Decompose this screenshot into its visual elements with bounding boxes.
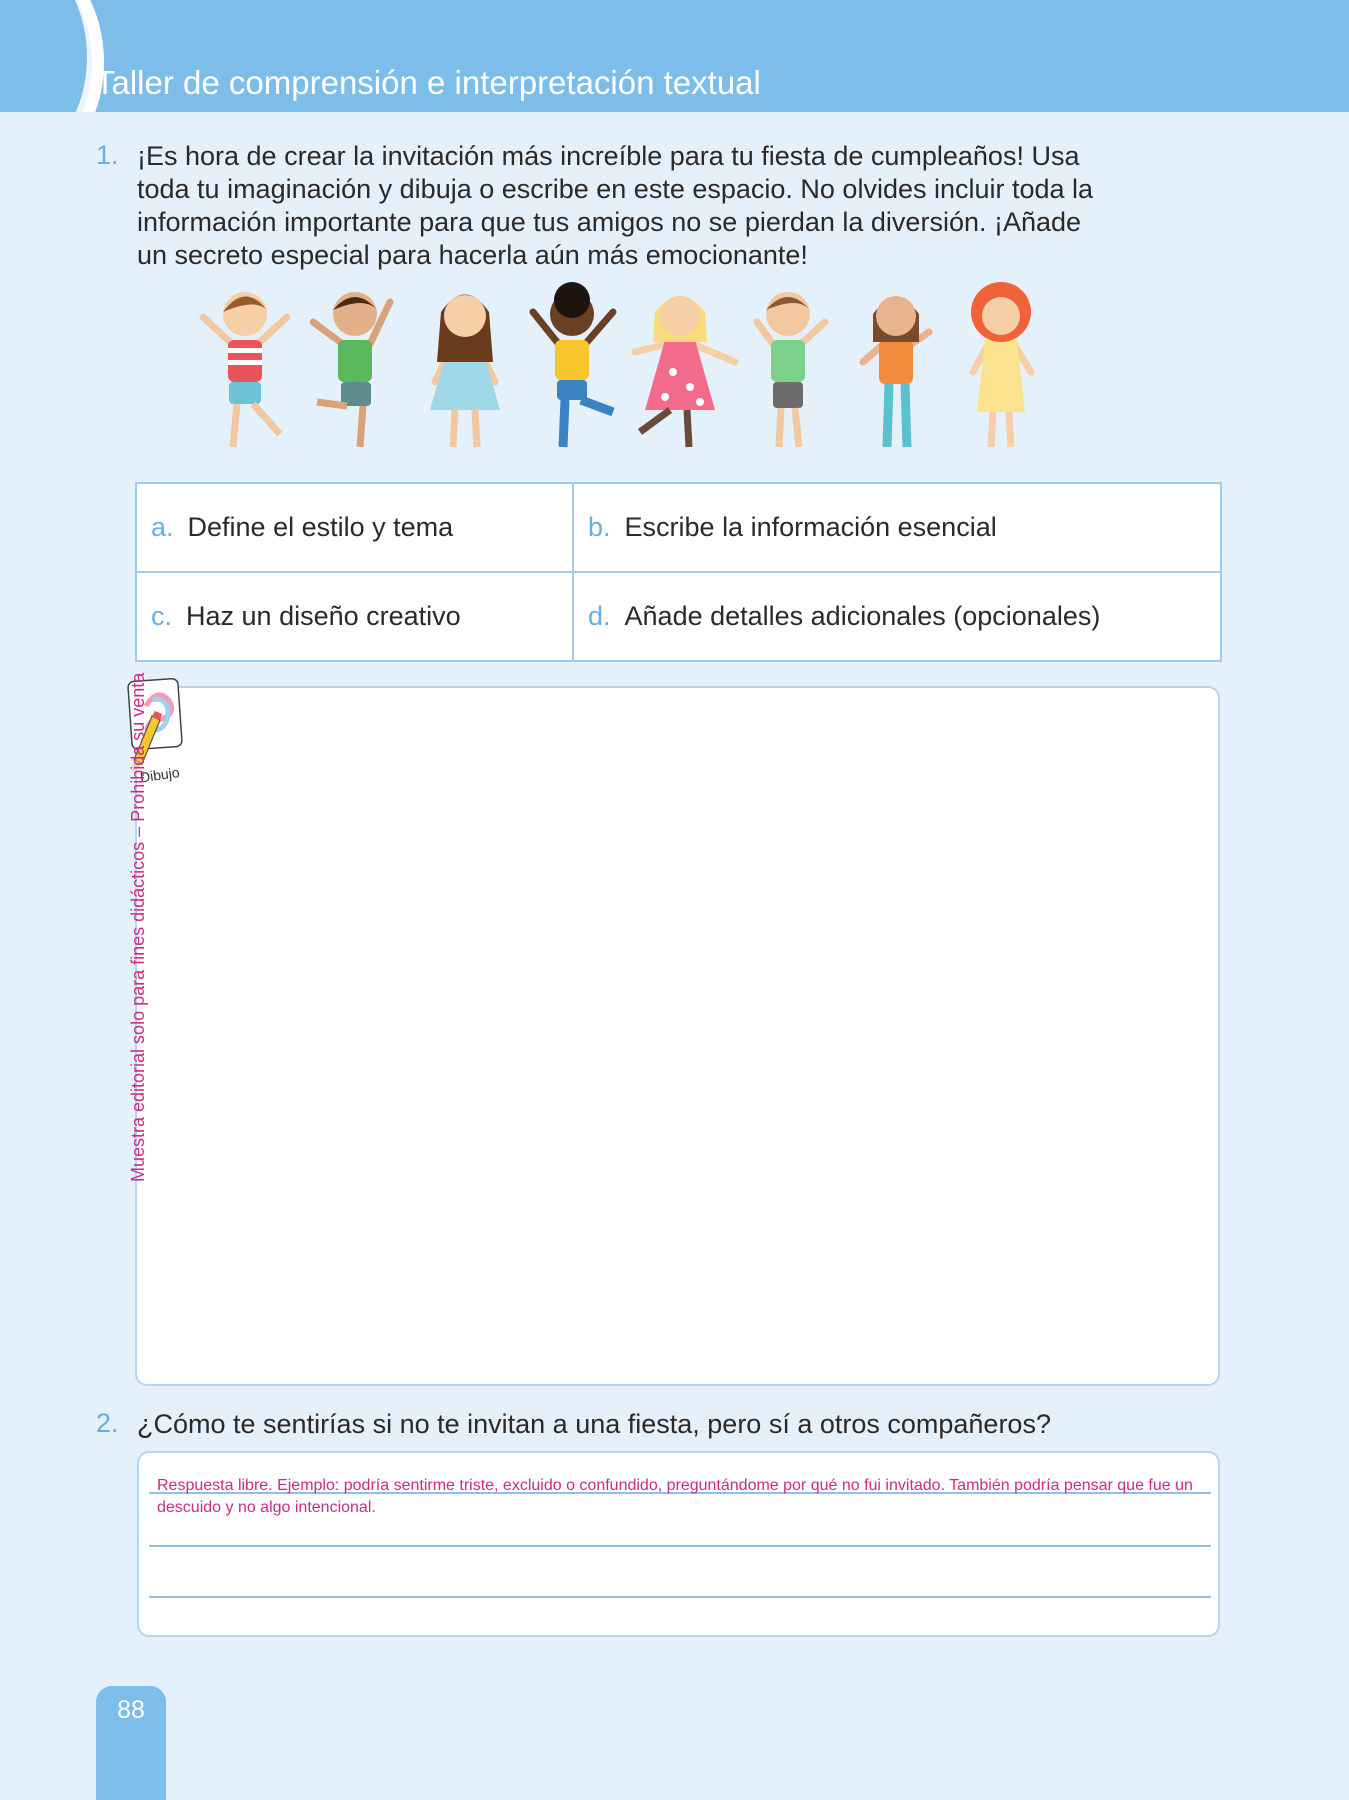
dancing-children-illustration — [195, 282, 1120, 462]
child-figure — [203, 292, 287, 447]
step-b — [574, 484, 1220, 573]
step-label: Define el estilo y tema — [187, 512, 454, 542]
steps-table — [135, 482, 1222, 662]
answer-line — [149, 1545, 1211, 1547]
question-1-line: ¡Es hora de crear la invitación más increíble para tu fiesta de cumpleaños! Usa — [137, 141, 1080, 171]
question-1-text — [137, 140, 1093, 272]
decorative-arc — [0, 0, 94, 112]
question-1-line: un secreto especial para hacerla aún más emocionante! — [137, 240, 808, 270]
question-1-number: 1. — [96, 140, 119, 170]
answer-line — [149, 1596, 1211, 1598]
page-header — [0, 0, 1349, 112]
child-figure — [313, 292, 390, 447]
step-label: Añade detalles adicionales (opcionales) — [624, 601, 1101, 631]
step-c — [137, 573, 574, 660]
step-letter: c. — [151, 601, 173, 631]
step-label: Escribe la información esencial — [624, 512, 997, 542]
question-1-line: información importante para que tus amigos no se pierdan la diversión. ¡Añade — [137, 207, 1082, 237]
page-title: Taller de comprensión e interpretación textual — [95, 64, 761, 101]
question-2-text: ¿Cómo te sentirías si no te invitan a una fiesta, pero sí a otros compañeros? — [137, 1409, 1051, 1439]
step-d — [574, 573, 1220, 660]
step-letter: b. — [588, 512, 611, 542]
answer-text: Respuesta libre. Ejemplo: podría sentirme triste, excluido o confundido, preguntándome por qué no fui invitado. También podría pensar que fue un descuido y no algo intencional. — [157, 1477, 1193, 1516]
drawing-label: Dibujo — [138, 764, 181, 786]
step-a — [137, 484, 574, 573]
child-figure — [533, 282, 613, 447]
child-figure — [863, 296, 929, 447]
child-figure — [430, 295, 500, 448]
drawing-area[interactable] — [135, 686, 1220, 1386]
answer-box[interactable] — [137, 1451, 1220, 1637]
step-label: Haz un diseño creativo — [186, 601, 461, 631]
child-figure — [971, 282, 1031, 447]
step-letter: a. — [151, 512, 174, 542]
page-number: 88 — [117, 1696, 145, 1724]
sample-disclaimer: Muestra editorial solo para fines didácticos – Prohibida su venta — [128, 672, 148, 1182]
child-figure — [757, 292, 825, 447]
question-2-number: 2. — [96, 1408, 119, 1438]
step-letter: d. — [588, 601, 611, 631]
child-figure — [635, 296, 735, 447]
question-1-line: toda tu imaginación y dibuja o escribe en este espacio. No olvides incluir toda la — [137, 174, 1094, 204]
